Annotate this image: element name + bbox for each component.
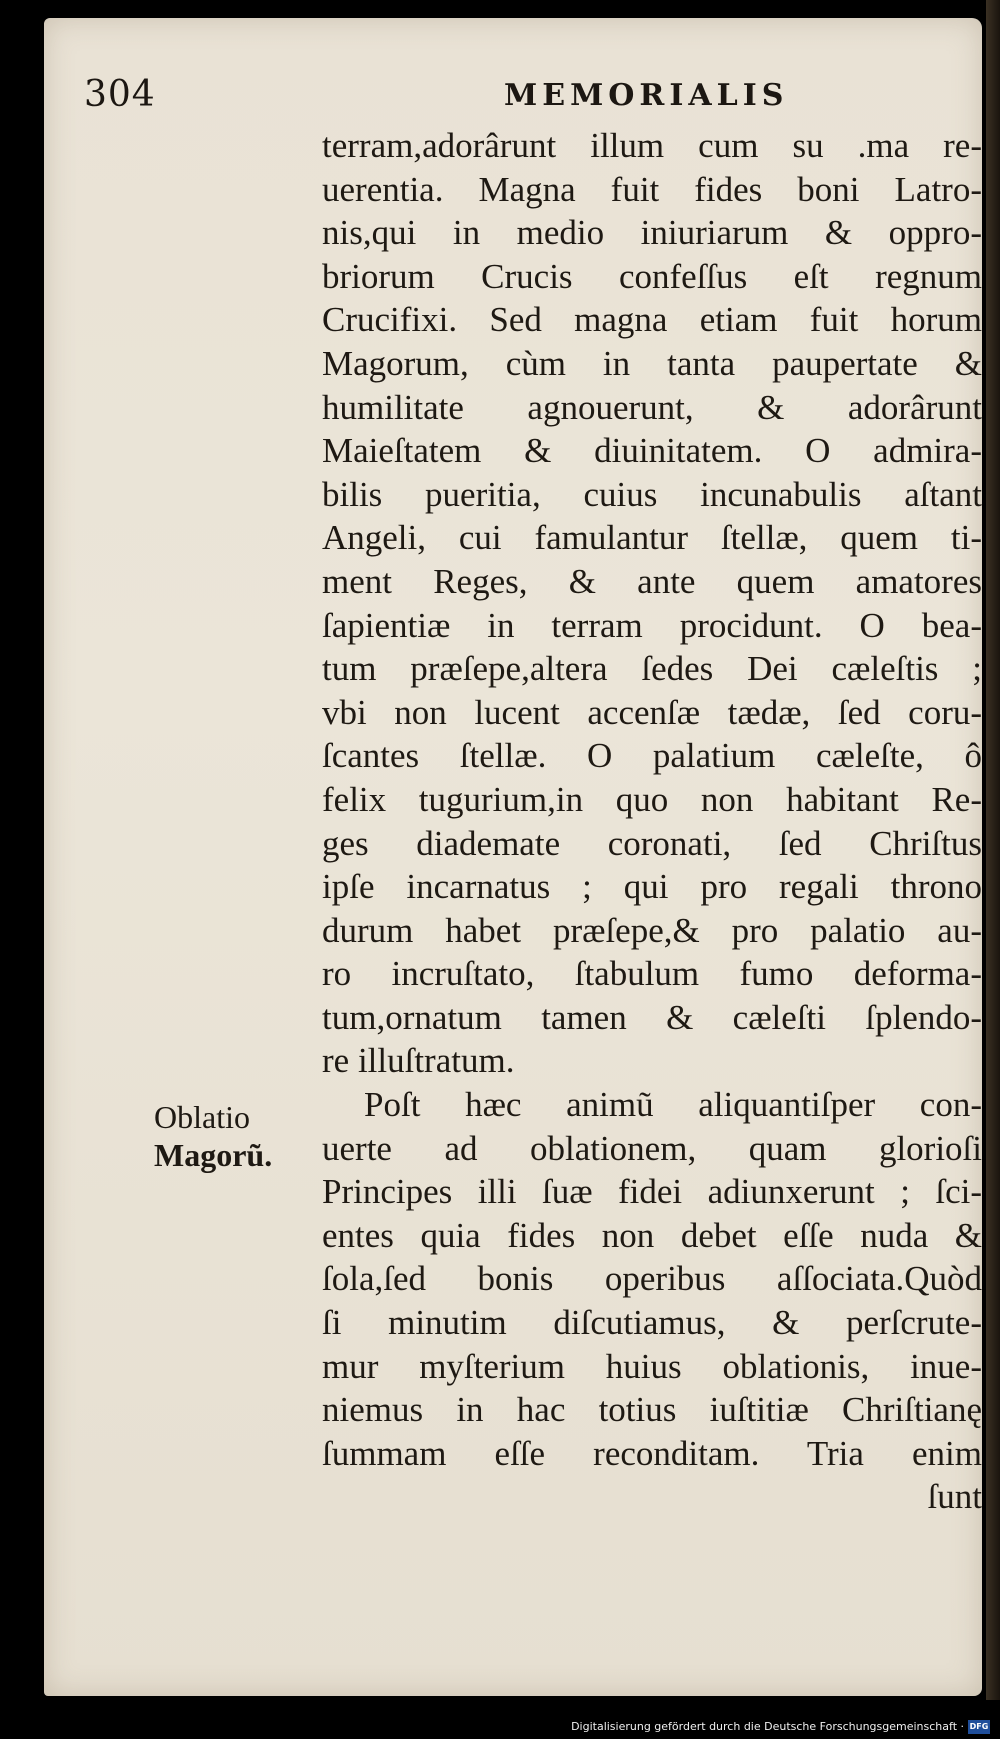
text-line: Maieſtatem & diuinitatem. O admira-: [322, 431, 982, 471]
text-line: felix tugurium,in quo non habitant Re-: [322, 779, 982, 819]
text-line: humilitate agnouerunt, & adorârunt: [322, 387, 982, 427]
text-line: nis,qui in medio iniuriarum & oppro-: [322, 213, 982, 253]
margin-note: [154, 1098, 304, 1174]
text-line: Principes illi ſuæ fidei adiunxerunt ; ſci-: [322, 1172, 982, 1212]
text-line: uerte ad oblationem, quam glorioſi: [322, 1128, 982, 1168]
text-line: niemus in hac totius iuſtitiæ Chriſtianę: [322, 1390, 982, 1430]
text-line: ipſe incarnatus ; qui pro regali throno: [322, 867, 982, 907]
footer-credit: Digitalisierung gefördert durch die Deutsche Forschungsgemeinschaft ·: [571, 1720, 964, 1733]
text-line: ſcantes ſtellæ. O palatium cæleſte, ô: [322, 736, 982, 776]
text-line: ſapientiæ in terram procidunt. O bea-: [322, 605, 982, 645]
text-line: tum præſepe,altera ſedes Dei cæleſtis ;: [322, 649, 982, 689]
text-line: Poſt hæc animũ aliquantiſper con-: [364, 1085, 982, 1125]
text-line: entes quia fides non debet eſſe nuda &: [322, 1215, 982, 1255]
dfg-logo: DFG: [968, 1720, 990, 1734]
catchword: ſunt: [927, 1477, 982, 1517]
book-edge: [986, 0, 1000, 1700]
text-line: ges diademate coronati, ſed Chriſtus: [322, 823, 982, 863]
text-line: ſi minutim diſcutiamus, & perſcrute-: [322, 1303, 982, 1343]
margin-note-line: Oblatio: [154, 1099, 250, 1135]
text-line: bilis pueritia, cuius incunabulis aſtant: [322, 474, 982, 514]
text-line: ment Reges, & ante quem amatores: [322, 561, 982, 601]
margin-note-line: Magorũ.: [154, 1137, 273, 1173]
text-line: Magorum, cùm in tanta paupertate &: [322, 343, 982, 383]
text-line: ro incruſtato, ſtabulum fumo deforma-: [322, 954, 982, 994]
text-line: durum habet præſepe,& pro palatio au-: [322, 910, 982, 950]
text-line: ſummam eſſe reconditam. Tria enim: [322, 1433, 982, 1473]
running-head: MEMORIALIS: [504, 78, 789, 113]
page-number: 304: [84, 74, 156, 115]
text-line: Crucifixi. Sed magna etiam fuit horum: [322, 300, 982, 340]
text-line: re illuſtratum.: [322, 1041, 515, 1081]
text-line: Angeli, cui famulantur ſtellæ, quem ti-: [322, 518, 982, 558]
body-text: [322, 124, 982, 1519]
text-line: briorum Crucis confeſſus eſt regnum: [322, 256, 982, 296]
text-line: tum,ornatum tamen & cæleſti ſplendo-: [322, 997, 982, 1037]
text-line: terram,adorârunt illum cum su .ma re-: [322, 126, 982, 165]
book-page: [44, 18, 982, 1696]
text-line: vbi non lucent accenſæ tædæ, ſed coru-: [322, 692, 982, 732]
text-line: mur myſterium huius oblationis, inue-: [322, 1346, 982, 1386]
footer-bar: [0, 1711, 1000, 1739]
text-line: ſola,ſed bonis operibus aſſociata.Quòd: [322, 1259, 982, 1299]
text-line: uerentia. Magna fuit fides boni Latro-: [322, 169, 982, 209]
